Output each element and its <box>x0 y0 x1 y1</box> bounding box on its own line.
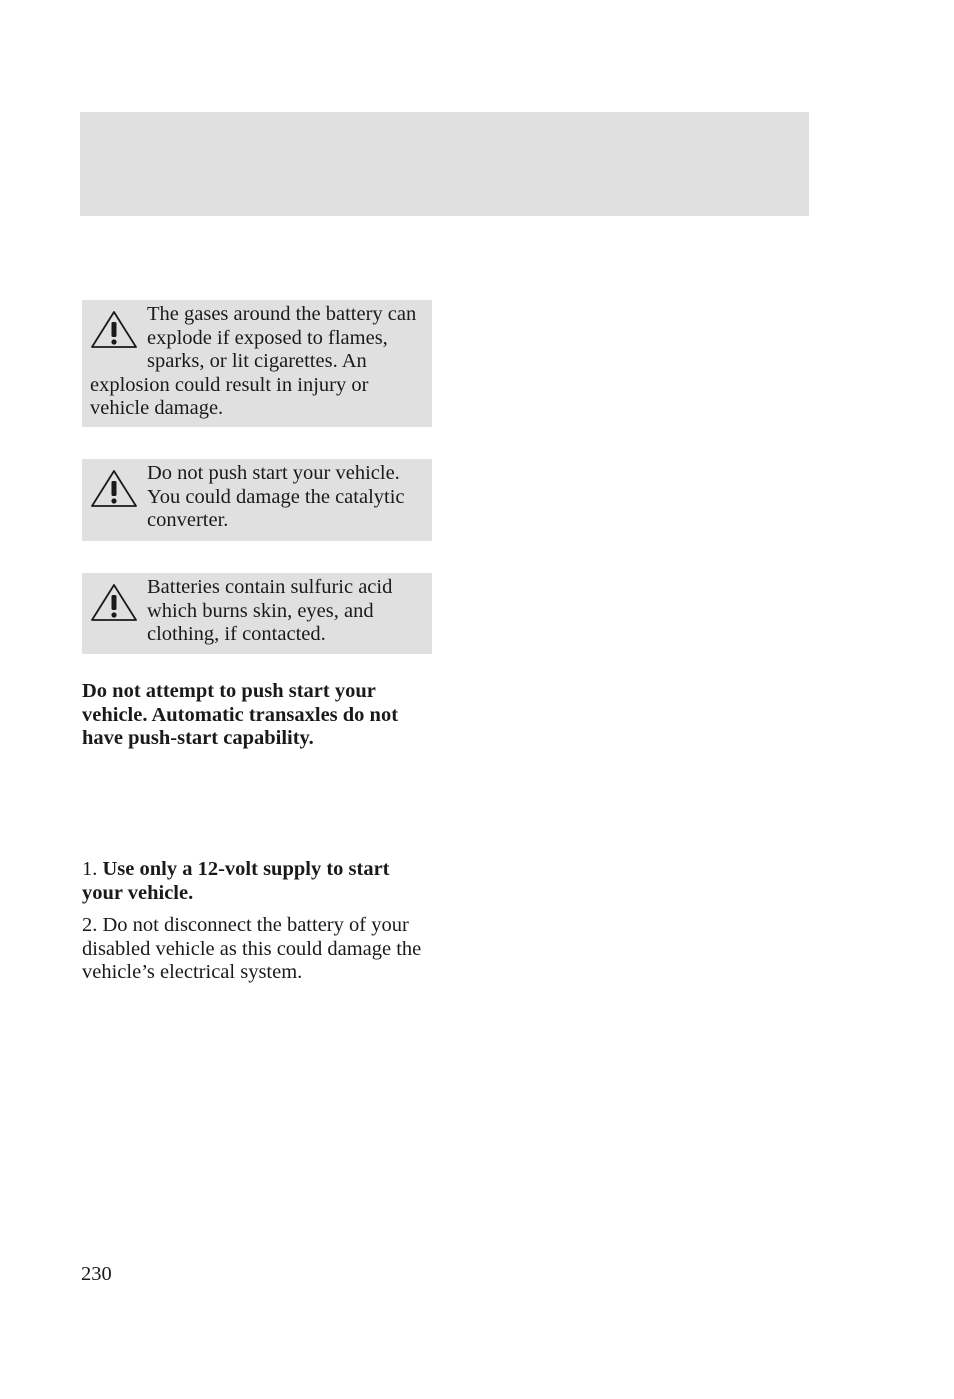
warning-box-battery-gases <box>82 300 432 427</box>
warning-triangle-icon <box>90 583 138 625</box>
warning-box-sulfuric-acid <box>82 573 432 654</box>
step-number: 2. <box>82 914 98 936</box>
push-start-note: Do not attempt to push start your vehicle. Automatic transaxles do not have push-start capability. <box>82 680 399 749</box>
warning-box-push-start <box>82 459 432 541</box>
warning-text: Do not push start your vehicle. You could damage the catalytic converter. <box>147 462 405 531</box>
warning-text: The gases around the battery can explode if exposed to flames, sparks, or lit cigarettes. An explosion could result in injury or vehicle damage. <box>90 303 417 419</box>
warning-text: Batteries contain sulfuric acid which burns skin, eyes, and clothing, if contacted. <box>147 576 393 645</box>
step-item <box>82 858 432 905</box>
step-item <box>82 914 432 985</box>
page-number: 230 <box>81 1263 112 1285</box>
step-text: Do not disconnect the battery of your disabled vehicle as this could damage the vehicle’s electrical system. <box>82 914 422 983</box>
warning-triangle-icon <box>90 469 138 511</box>
step-number: 1. <box>82 858 98 880</box>
chapter-header-band <box>80 112 809 216</box>
warning-triangle-icon <box>90 310 138 352</box>
step-text: Use only a 12-volt supply to start your vehicle. <box>82 858 390 904</box>
